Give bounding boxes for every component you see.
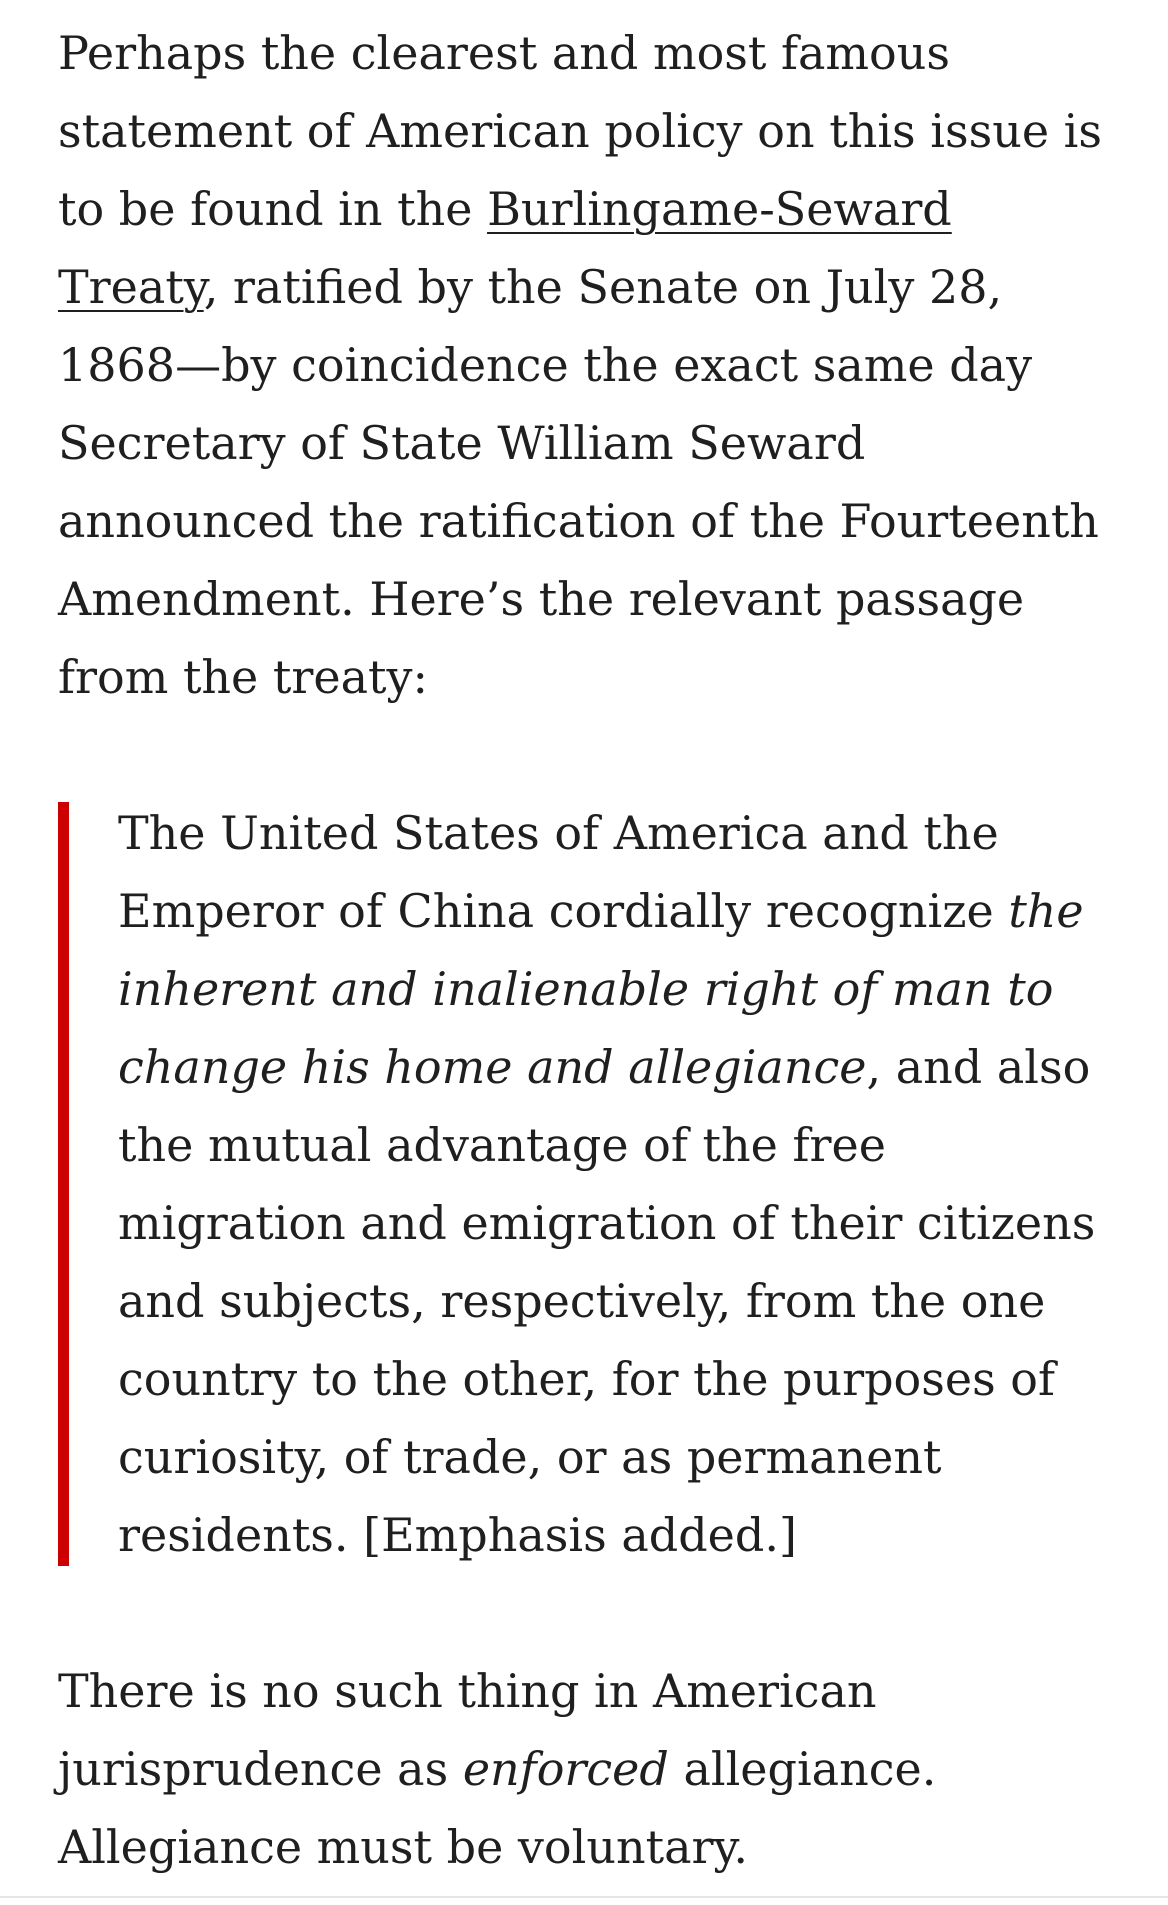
burlingame-seward-treaty-link[interactable]: Burlingame-Seward Treaty — [58, 182, 952, 314]
treaty-blockquote — [58, 794, 1118, 1574]
closing-text-end: allegiance. Allegiance must be voluntary. — [58, 1742, 937, 1874]
closing-paragraph — [58, 1652, 1118, 1886]
intro-text-start: Perhaps the clearest and most famous statement of American policy on this issue is to be found in the — [58, 26, 1102, 236]
blockquote-text-start: The United States of America and the Emperor of China cordially recognize — [118, 806, 1009, 938]
intro-text-end: , ratified by the Senate on July 28, 1868—by coincidence the exact same day Secretary of State William Seward announced the ratification of the Fourteenth Amendment. Here’s the relevant passage from the treaty: — [58, 260, 1099, 704]
bottom-divider — [0, 1896, 1168, 1898]
blockquote-emphasis: the inherent and inalienable right of man to change his home and allegiance — [118, 884, 1084, 1094]
intro-paragraph — [58, 14, 1118, 716]
blockquote-text — [118, 794, 1118, 1574]
closing-text-start: There is no such thing in American jurisprudence as — [58, 1664, 877, 1796]
closing-emphasis: enforced — [462, 1742, 669, 1796]
blockquote-text-end: , and also the mutual advantage of the free migration and emigration of their citizens and subjects, respectively, from the one country to the other, for the purposes of curiosity, of trade, or as permanent residents. [Emphasis added.] — [118, 1040, 1096, 1562]
article-body — [58, 14, 1118, 1886]
blockquote-accent-bar — [58, 802, 69, 1566]
